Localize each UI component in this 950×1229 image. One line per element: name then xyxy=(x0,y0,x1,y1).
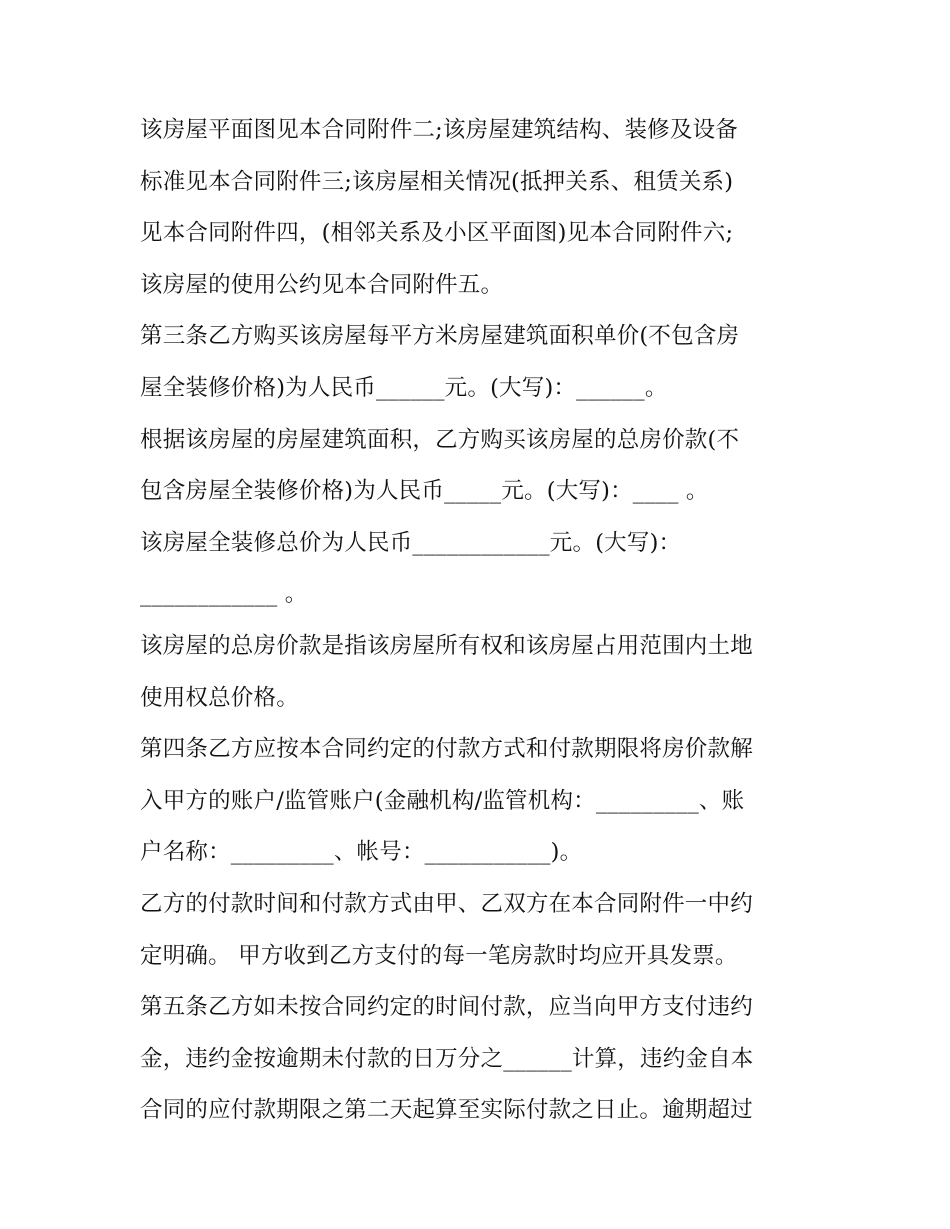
text-line: 户名称：_________、帐号：___________)。 xyxy=(140,839,583,866)
text-line: 该房屋平面图见本合同附件二;该房屋建筑结构、装修及设备 xyxy=(140,117,738,143)
text-line: 该房屋的总房价款是指该房屋所有权和该房屋占用范围内土地 xyxy=(140,632,753,659)
text-line: ____________ 。 xyxy=(140,581,308,608)
text-line: 第五条乙方如未按合同约定的时间付款，应当向甲方支付违约 xyxy=(140,994,753,1021)
text-line: 该房屋全装修总价为人民币____________元。(大写)： xyxy=(140,529,682,556)
text-line: 屋全装修价格)为人民币______元。(大写)：______。 xyxy=(140,374,668,401)
text-line: 标准见本合同附件三;该房屋相关情况(抵押关系、租赁关系) xyxy=(140,168,734,195)
contract-text xyxy=(140,108,820,1140)
text-line: 第三条乙方购买该房屋每平方米房屋建筑面积单价(不包含房 xyxy=(140,323,740,350)
text-line: 合同的应付款期限之第二天起算至实际付款之日止。逾期超过 xyxy=(140,1097,753,1124)
text-line: 金，违约金按逾期未付款的日万分之______计算，违约金自本 xyxy=(140,1045,754,1072)
text-line: 该房屋的使用公约见本合同附件五。 xyxy=(140,271,504,298)
text-line: 包含房屋全装修价格)为人民币_____元。(大写)：____ 。 xyxy=(140,478,709,505)
text-line: 第四条乙方应按本合同约定的付款方式和付款期限将房价款解 xyxy=(140,736,753,763)
text-line: 见本合同附件四，(相邻关系及小区平面图)见本合同附件六; xyxy=(140,220,734,247)
text-line: 入甲方的账户/监管账户(金融机构/监管机构：_________、账 xyxy=(140,787,745,814)
text-line: 根据该房屋的房屋建筑面积，乙方购买该房屋的总房价款(不 xyxy=(140,426,740,453)
text-line: 使用权总价格。 xyxy=(140,684,299,711)
text-line: 定明确。 甲方收到乙方支付的每一笔房款时均应开具发票。 xyxy=(140,942,738,969)
text-line: 乙方的付款时间和付款方式由甲、乙双方在本合同附件一中约 xyxy=(140,890,753,917)
